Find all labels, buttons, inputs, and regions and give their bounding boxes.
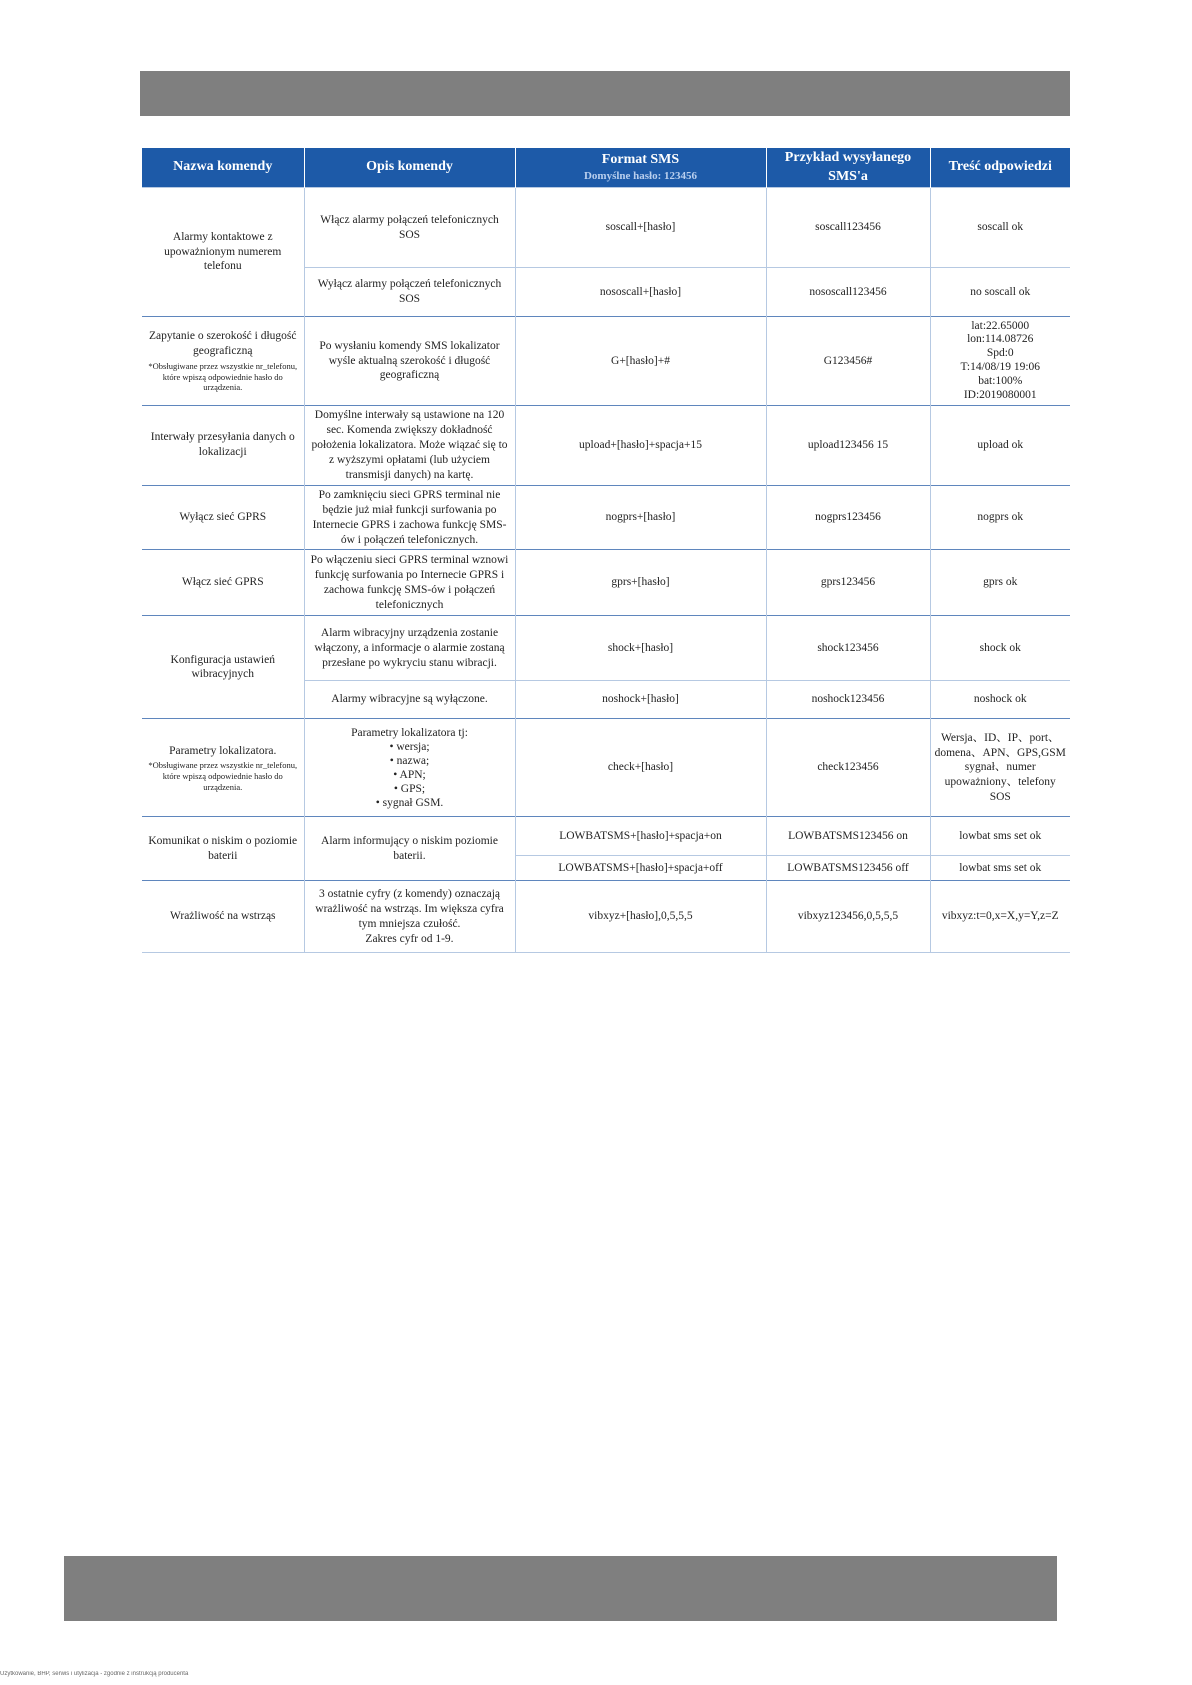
command-name: Interwały przesyłania danych o lokalizacji	[142, 406, 304, 486]
sms-format: check+[hasło]	[515, 719, 766, 817]
footer-bar	[64, 1556, 1057, 1621]
command-description	[304, 719, 515, 817]
command-description: Domyślne interwały są ustawione na 120 sec. Komenda zwiększy dokładność położenia lokalizatora. Może wiązać się to z wyższymi opłatami (lub użyciem transmisji danych) na kartę.	[304, 406, 515, 486]
sms-format: LOWBATSMS+[hasło]+spacja+off	[515, 856, 766, 881]
header-command-description: Opis komendy	[304, 148, 515, 188]
reply-line: Spd:0	[986, 347, 1014, 360]
reply-line: lat:22.65000	[971, 319, 1030, 332]
sms-example: gprs123456	[766, 550, 930, 616]
sms-format: nososcall+[hasło]	[515, 268, 766, 317]
table-row	[142, 188, 1070, 268]
description-item: • wersja;	[389, 740, 430, 753]
command-name-label: Parametry lokalizatora.	[169, 744, 277, 757]
sms-format: soscall+[hasło]	[515, 188, 766, 268]
description-text: Zakres cyfr od 1-9.	[365, 932, 454, 945]
sms-format: vibxyz+[hasło],0,5,5,5	[515, 881, 766, 953]
reply-text: vibxyz:t=0,x=X,y=Y,z=Z	[930, 881, 1070, 953]
reply-text: noshock ok	[930, 681, 1070, 719]
command-description: Alarm informujący o niskim poziomie baterii.	[304, 817, 515, 881]
sms-format: nogprs+[hasło]	[515, 485, 766, 550]
sms-example: vibxyz123456,0,5,5,5	[766, 881, 930, 953]
sms-format: LOWBATSMS+[hasło]+spacja+on	[515, 817, 766, 856]
sms-format: gprs+[hasło]	[515, 550, 766, 616]
command-description	[304, 881, 515, 953]
description-text: 3 ostatnie cyfry (z komendy) oznaczają wrażliwość na wstrząs. Im większa cyfra tym mniejsza czułość.	[315, 888, 504, 930]
reply-text: upload ok	[930, 406, 1070, 486]
reply-line: ID:2019080001	[963, 388, 1037, 401]
command-description: Po zamknięciu sieci GPRS terminal nie będzie już miał funkcji surfowania po Internecie GPRS i zachowa funkcję SMS-ów i połączeń telefonicznych.	[304, 485, 515, 550]
command-name: Komunikat o niskim o poziomie baterii	[142, 817, 304, 881]
header-default-password: Domyślne hasło: 123456	[583, 170, 698, 183]
footer-text: Użytkowanie, BHP, serwis i utylizacja - zgodnie z instrukcją producenta	[0, 1671, 189, 1677]
command-name	[142, 317, 304, 406]
reply-text: no soscall ok	[930, 268, 1070, 317]
description-item: • nazwa;	[389, 754, 430, 767]
command-name: Wyłącz sieć GPRS	[142, 485, 304, 550]
command-name: Alarmy kontaktowe z upoważnionym numerem telefonu	[142, 188, 304, 317]
reply-text: Wersja、ID、IP、port、domena、APN、GPS,GSM sygnał、numer upoważniony、telefony SOS	[930, 719, 1070, 817]
description-title: Parametry lokalizatora tj:	[351, 726, 468, 739]
header-reply: Treść odpowiedzi	[930, 148, 1070, 188]
command-note: *Obsługiwane przez wszystkie nr_telefonu, które wpiszą odpowiednie hasło do urządzenia.	[148, 361, 298, 393]
reply-text	[930, 317, 1070, 406]
command-note: *Obsługiwane przez wszystkie nr_telefonu, które wpiszą odpowiednie hasło do urządzenia.	[148, 760, 298, 792]
command-name: Konfiguracja ustawień wibracyjnych	[142, 616, 304, 719]
table-row	[142, 550, 1070, 616]
sms-example: check123456	[766, 719, 930, 817]
reply-line: T:14/08/19 19:06	[960, 361, 1041, 373]
table-row	[142, 817, 1070, 856]
reply-text: soscall ok	[930, 188, 1070, 268]
command-name: Wrażliwość na wstrząs	[142, 881, 304, 953]
command-name-label: Zapytanie o szerokość i długość geograficzną	[148, 330, 297, 358]
sms-example: LOWBATSMS123456 off	[766, 856, 930, 881]
table-row	[142, 485, 1070, 550]
table-header-row	[142, 148, 1070, 188]
header-sms-format-label: Format SMS	[601, 152, 680, 168]
description-item: • APN;	[393, 768, 426, 781]
reply-line: bat:100%	[978, 374, 1023, 387]
table-row	[142, 881, 1070, 953]
sms-format: shock+[hasło]	[515, 616, 766, 681]
command-description: Po wysłaniu komendy SMS lokalizator wyśle aktualną szerokość i długość geograficzną	[304, 317, 515, 406]
reply-line: lon:114.08726	[967, 333, 1034, 346]
command-description: Po włączeniu sieci GPRS terminal wznowi funkcję surfowania po Internecie GPRS i zachowa funkcję SMS-ów i połączeń telefonicznych	[304, 550, 515, 616]
command-description: Alarm wibracyjny urządzenia zostanie włączony, a informacje o alarmie zostaną przesłane po wykryciu stanu wibracji.	[304, 616, 515, 681]
reply-text: shock ok	[930, 616, 1070, 681]
table-row	[142, 616, 1070, 681]
header-sms-example: Przykład wysyłanego SMS'a	[766, 148, 930, 188]
command-description: Wyłącz alarmy połączeń telefonicznych SOS	[304, 268, 515, 317]
reply-text: lowbat sms set ok	[930, 817, 1070, 856]
header-command-name: Nazwa komendy	[142, 148, 304, 188]
description-item: • GPS;	[393, 782, 426, 795]
sms-example: G123456#	[766, 317, 930, 406]
sms-format: noshock+[hasło]	[515, 681, 766, 719]
header-sms-format	[515, 148, 766, 188]
header-bar	[140, 71, 1070, 116]
sms-example: shock123456	[766, 616, 930, 681]
command-description: Alarmy wibracyjne są wyłączone.	[304, 681, 515, 719]
sms-example: nogprs123456	[766, 485, 930, 550]
command-name	[142, 719, 304, 817]
sms-example: LOWBATSMS123456 on	[766, 817, 930, 856]
sms-example: soscall123456	[766, 188, 930, 268]
command-description: Włącz alarmy połączeń telefonicznych SOS	[304, 188, 515, 268]
sms-format: G+[hasło]+#	[515, 317, 766, 406]
table-row	[142, 406, 1070, 486]
sms-example: nososcall123456	[766, 268, 930, 317]
table-row	[142, 317, 1070, 406]
command-name: Włącz sieć GPRS	[142, 550, 304, 616]
description-item: • sygnał GSM.	[375, 796, 444, 809]
table-row	[142, 719, 1070, 817]
reply-text: gprs ok	[930, 550, 1070, 616]
sms-example: noshock123456	[766, 681, 930, 719]
reply-text: lowbat sms set ok	[930, 856, 1070, 881]
reply-text: nogprs ok	[930, 485, 1070, 550]
sms-example: upload123456 15	[766, 406, 930, 486]
sms-format: upload+[hasło]+spacja+15	[515, 406, 766, 486]
sms-commands-table	[142, 148, 1070, 953]
